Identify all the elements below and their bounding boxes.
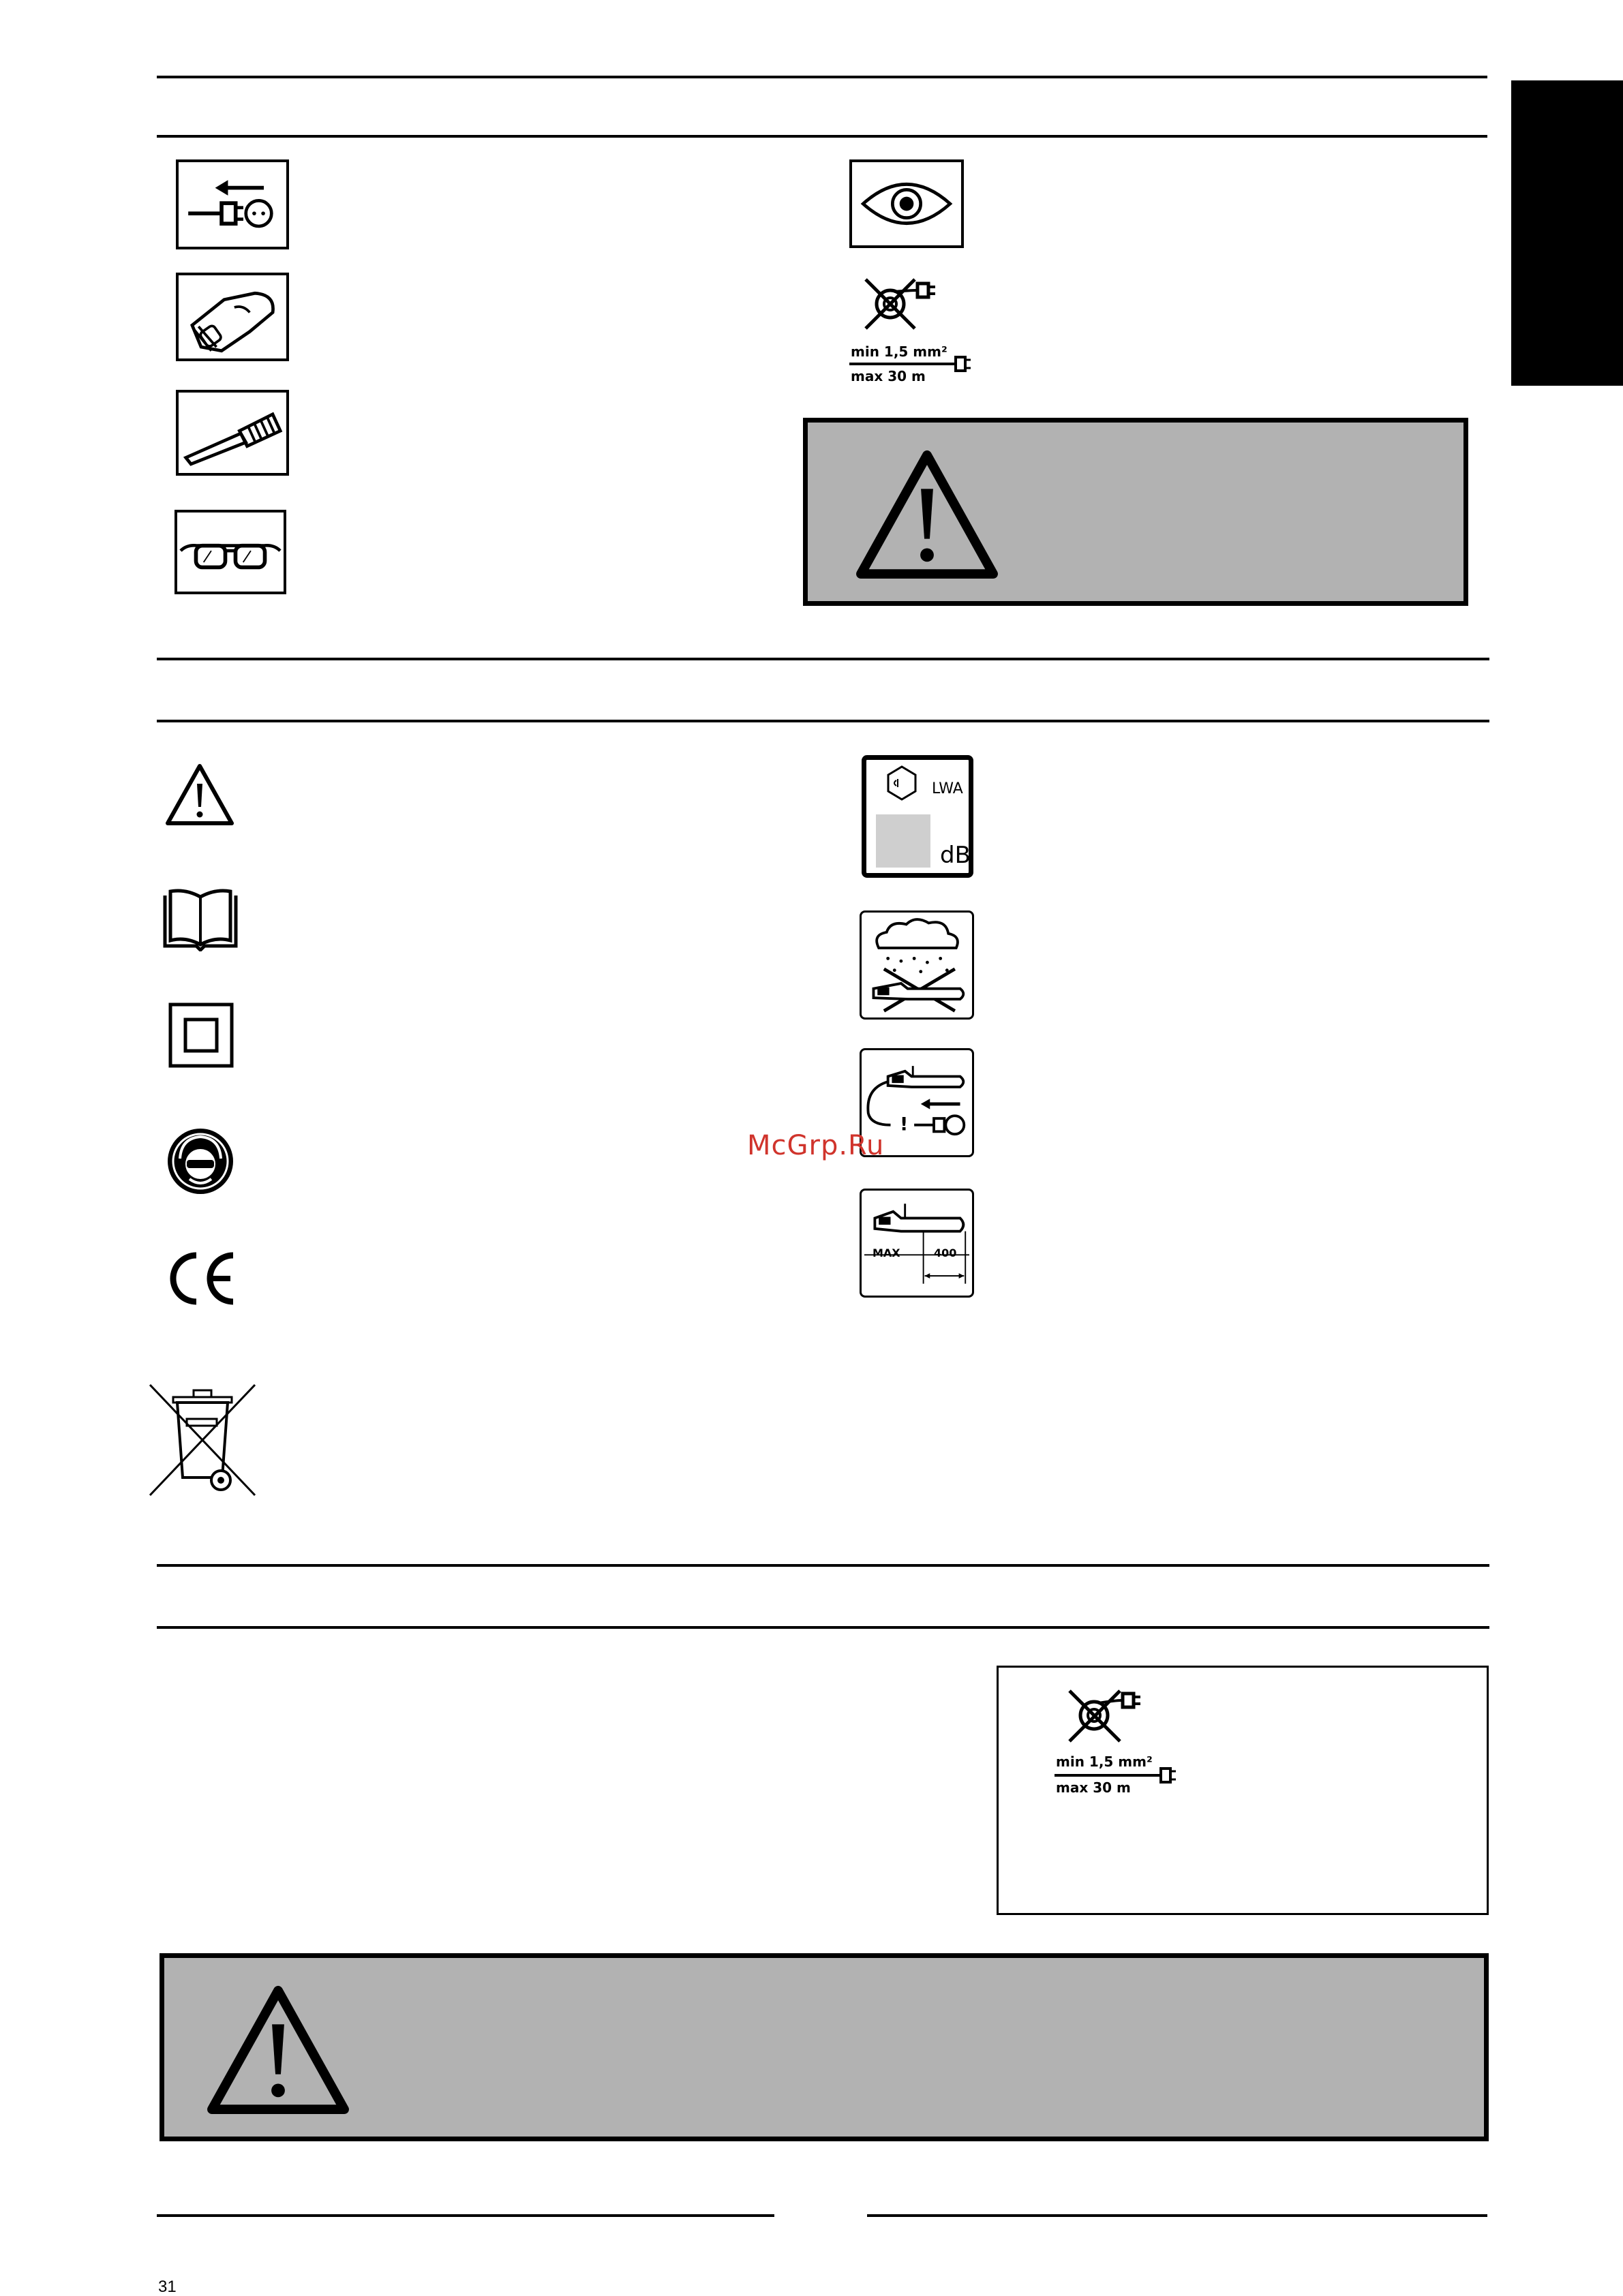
- footer-rule-right: [867, 2214, 1487, 2217]
- rule-mid-1: [157, 658, 1489, 660]
- no-damaged-cable-icon: [1053, 1688, 1176, 1797]
- unplug-before-maintenance-icon: [176, 159, 289, 249]
- goggles-icon: [175, 510, 286, 594]
- cable-label-min: min 1,5 mm²: [1056, 1754, 1153, 1770]
- page-number: 31: [158, 2278, 177, 2295]
- watermark-text: McGrp.Ru: [747, 1130, 885, 1161]
- cable-spec-box: [997, 1666, 1489, 1915]
- max-bar-length-icon: [860, 1189, 974, 1298]
- cable-label-min: min 1,5 mm²: [851, 343, 947, 360]
- rule-mid-2: [157, 720, 1489, 722]
- double-insulation-icon: [168, 1002, 234, 1069]
- no-damaged-cable-icon: [848, 274, 971, 383]
- ce-mark-icon: [166, 1251, 237, 1306]
- rule-top-1: [157, 76, 1487, 78]
- head-protection-icon: [165, 1126, 236, 1197]
- section-tab: [1511, 80, 1623, 386]
- gloves-icon: [176, 273, 289, 361]
- svg-text:!: !: [899, 1114, 909, 1135]
- rule-top-2: [157, 135, 1487, 138]
- max-bar-value: 400: [934, 1246, 957, 1259]
- warning-triangle-icon: [204, 1983, 352, 2117]
- warning-triangle-icon: [164, 762, 236, 827]
- no-rain-icon: [860, 910, 974, 1020]
- sound-power-unit: dB: [940, 842, 971, 869]
- eye-protection-icon: [849, 159, 964, 248]
- warning-panel-bottom: [160, 1953, 1489, 2141]
- max-bar-label: MAX: [873, 1246, 900, 1259]
- brush-icon: [176, 390, 289, 476]
- sound-power-icon: [862, 755, 973, 878]
- rule-low-2: [157, 1626, 1489, 1629]
- warning-panel-top: [803, 418, 1468, 606]
- cable-label-max: max 30 m: [851, 368, 926, 384]
- warning-triangle-icon: [853, 447, 1001, 582]
- rule-low-1: [157, 1564, 1489, 1567]
- read-manual-icon: [161, 889, 240, 951]
- sound-power-label: LWA: [932, 780, 963, 797]
- footer-rule-left: [157, 2214, 774, 2217]
- cable-label-max: max 30 m: [1056, 1779, 1131, 1796]
- weee-bin-icon: [146, 1382, 259, 1498]
